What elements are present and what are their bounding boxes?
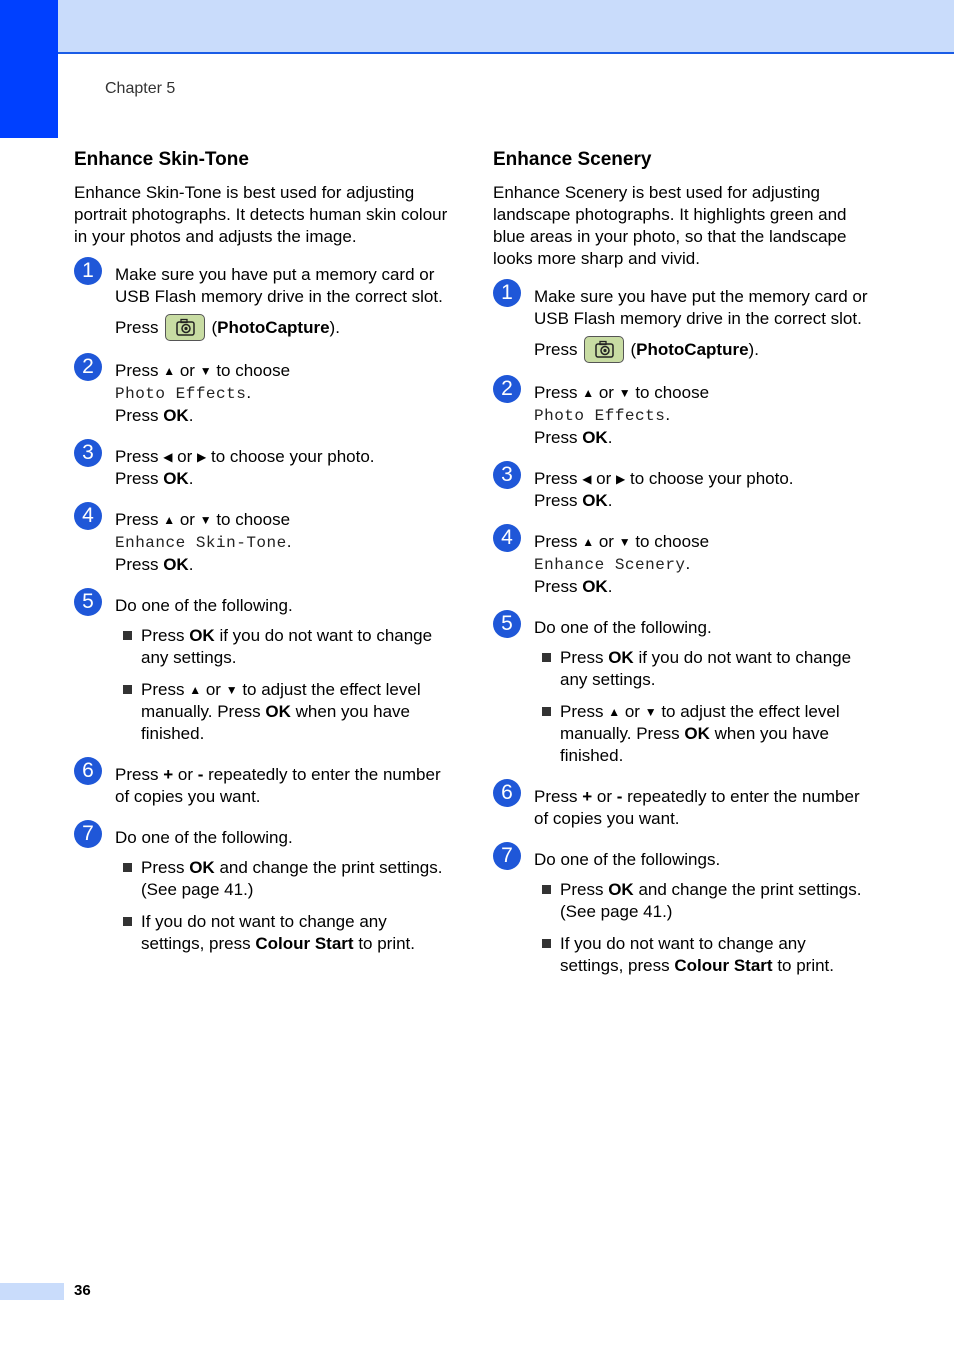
- step-2: 2 Press ▲ or ▼ to choose Photo Effects. Press OK.: [74, 360, 449, 427]
- camera-icon: [595, 340, 614, 359]
- photocapture-button[interactable]: [165, 314, 205, 341]
- step-number: 6: [74, 757, 102, 785]
- step-number: 7: [493, 842, 521, 870]
- menu-option: Photo Effects: [115, 385, 247, 403]
- step-number: 3: [74, 439, 102, 467]
- list-item: Press OK if you do not want to change any settings.: [115, 625, 449, 669]
- header-bar: [58, 0, 954, 54]
- step-3: 3 Press ◀ or ▶ to choose your photo. Press OK.: [74, 446, 449, 490]
- chapter-tab: [0, 0, 58, 138]
- list-item: If you do not want to change any settings, press Colour Start to print.: [534, 933, 868, 977]
- list-item: If you do not want to change any settings, press Colour Start to print.: [115, 911, 449, 955]
- step-number: 4: [74, 502, 102, 530]
- step-number: 1: [74, 257, 102, 285]
- list-item: Press ▲ or ▼ to adjust the effect level manually. Press OK when you have finished.: [115, 679, 449, 745]
- camera-icon: [176, 318, 195, 337]
- step-5: 5 Do one of the following. Press OK if you do not want to change any settings. Press ▲ or ▼ to adjust the effect level manually. Press OK when you have finished.: [74, 595, 449, 745]
- step-1: 1 Make sure you have put a memory card or USB Flash memory drive in the correct slot. Press (PhotoCapture).: [74, 264, 449, 341]
- step-number: 4: [493, 524, 521, 552]
- list-item: Press OK and change the print settings. (See page 41.): [534, 879, 868, 923]
- step-number: 2: [74, 353, 102, 381]
- step-6: 6 Press + or - repeatedly to enter the number of copies you want.: [74, 764, 449, 808]
- menu-option: Enhance Scenery: [534, 556, 686, 574]
- step-7: 7 Do one of the followings. Press OK and change the print settings. (See page 41.) If you do not want to change any settings, press Colour Start to print.: [493, 849, 868, 977]
- step-number: 3: [493, 461, 521, 489]
- step-4: 4 Press ▲ or ▼ to choose Enhance Scenery. Press OK.: [493, 531, 868, 598]
- step-number: 5: [74, 588, 102, 616]
- list-item: Press ▲ or ▼ to adjust the effect level manually. Press OK when you have finished.: [534, 701, 868, 767]
- list-item: Press OK if you do not want to change any settings.: [534, 647, 868, 691]
- step-6: 6 Press + or - repeatedly to enter the number of copies you want.: [493, 786, 868, 830]
- section-title: Enhance Skin-Tone: [74, 149, 249, 170]
- step-number: 6: [493, 779, 521, 807]
- menu-option: Enhance Skin-Tone: [115, 534, 287, 552]
- section-intro: Enhance Skin-Tone is best used for adjusting portrait photographs. It detects human skin colour in your photos and adjusts the image.: [74, 183, 448, 246]
- step-5: 5 Do one of the following. Press OK if you do not want to change any settings. Press ▲ or ▼ to adjust the effect level manually. Press OK when you have finished.: [493, 617, 868, 767]
- step-3: 3 Press ◀ or ▶ to choose your photo. Press OK.: [493, 468, 868, 512]
- section-enhance-skin-tone: [74, 148, 449, 974]
- section-title: Enhance Scenery: [493, 149, 652, 170]
- step-4: 4 Press ▲ or ▼ to choose Enhance Skin-Tone. Press OK.: [74, 509, 449, 576]
- step-number: 5: [493, 610, 521, 638]
- step-2: 2 Press ▲ or ▼ to choose Photo Effects. Press OK.: [493, 382, 868, 449]
- step-7: 7 Do one of the following. Press OK and change the print settings. (See page 41.) If you do not want to change any settings, press Colour Start to print.: [74, 827, 449, 955]
- section-enhance-scenery: [493, 148, 868, 996]
- footer-bar: [0, 1283, 64, 1300]
- step-number: 1: [493, 279, 521, 307]
- step-number: 7: [74, 820, 102, 848]
- step-number: 2: [493, 375, 521, 403]
- section-intro: Enhance Scenery is best used for adjusting landscape photographs. It highlights green and blue areas in your photo, so that the landscape looks more sharp and vivid.: [493, 183, 847, 268]
- menu-option: Photo Effects: [534, 407, 666, 425]
- step-1: 1 Make sure you have put the memory card or USB Flash memory drive in the correct slot. Press (PhotoCapture).: [493, 286, 868, 363]
- page-number: 36: [74, 1282, 91, 1299]
- photocapture-button[interactable]: [584, 336, 624, 363]
- list-item: Press OK and change the print settings. (See page 41.): [115, 857, 449, 901]
- chapter-label: Chapter 5: [105, 80, 176, 97]
